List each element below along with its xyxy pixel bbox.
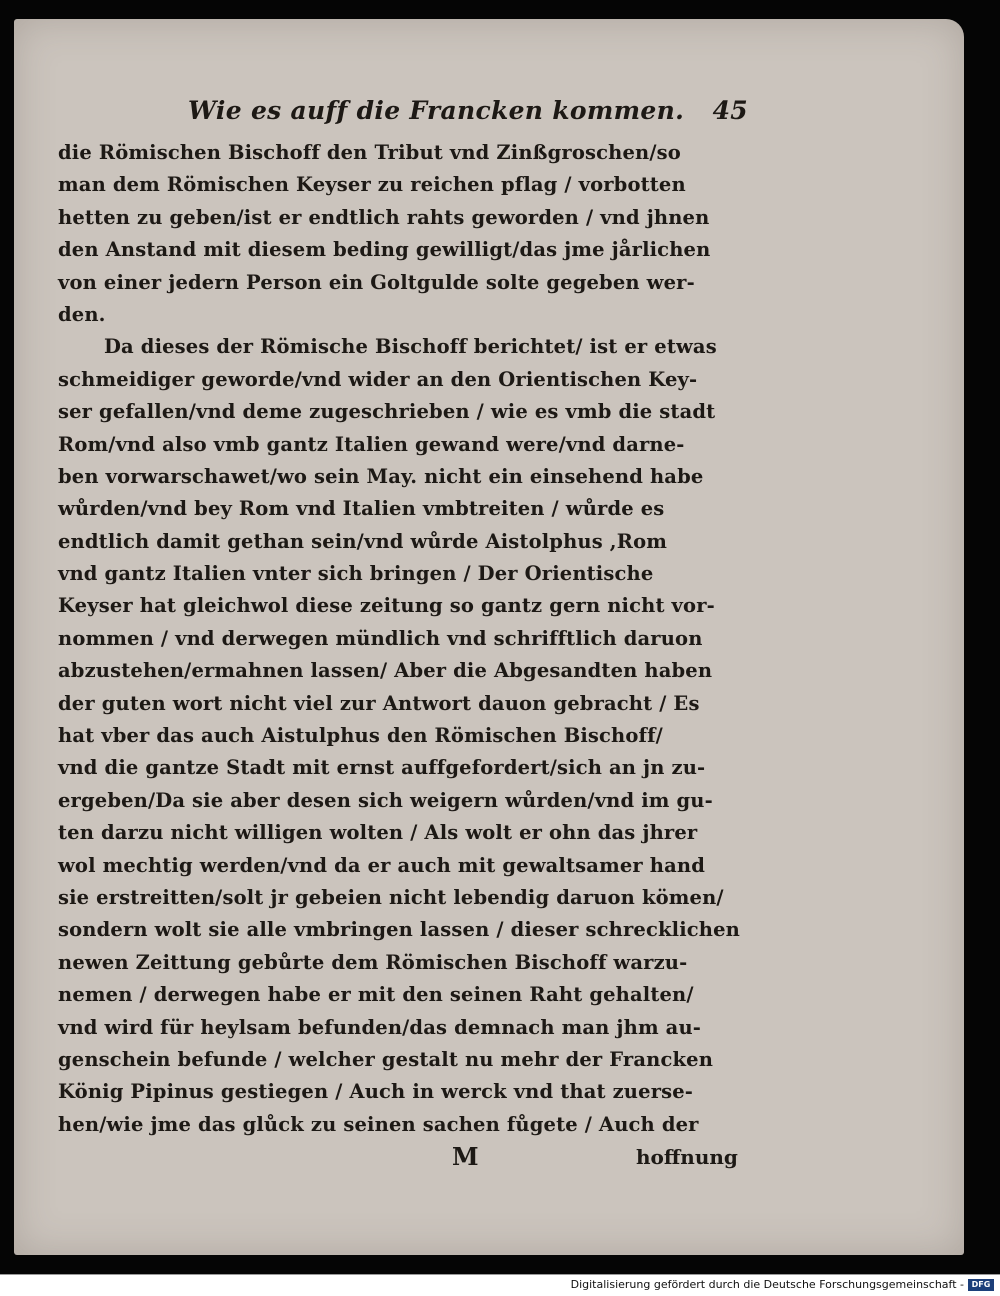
text-line: nommen / vnd derwegen mündlich vnd schrifftlich daruon bbox=[58, 626, 703, 650]
text-line: ergeben/Da sie aber desen sich weigern wůrden/vnd im gu- bbox=[58, 788, 713, 812]
text-line: vnd wird für heylsam befunden/das demnach man jhm au- bbox=[58, 1015, 702, 1039]
footer-bar bbox=[0, 1274, 1000, 1296]
text-line: der guten wort nicht viel zur Antwort dauon gebracht / Es bbox=[58, 691, 700, 715]
text-line: vnd die gantze Stadt mit ernst auffgefordert/sich an jn zu- bbox=[58, 756, 706, 780]
catchword: hoffnung bbox=[636, 1145, 738, 1169]
text-line: den Anstand mit diesem beding gewilligt/das jme jårlichen bbox=[58, 238, 711, 262]
text-line: schmeidiger geworde/vnd wider an den Orientischen Key- bbox=[58, 367, 698, 391]
text-line: ser gefallen/vnd deme zugeschrieben / wie es vmb die stadt bbox=[58, 400, 716, 424]
text-line: ben vorwarschawet/wo sein May. nicht ein einsehend habe bbox=[58, 464, 704, 488]
text-line: hetten zu geben/ist er endtlich rahts geworden / vnd jhnen bbox=[58, 205, 710, 229]
text-line: wol mechtig werden/vnd da er auch mit gewaltsamer hand bbox=[58, 853, 705, 877]
running-header bbox=[188, 96, 748, 136]
text-line: wůrden/vnd bey Rom vnd Italien vmbtreiten / wůrde es bbox=[58, 497, 665, 521]
text-line: nemen / derwegen habe er mit den seinen Raht gehalten/ bbox=[58, 983, 694, 1007]
text-line: König Pipinus gestiegen / Auch in werck vnd that zuerse- bbox=[58, 1080, 694, 1104]
page-body bbox=[58, 137, 758, 1177]
paragraph-start-line: Da dieses der Römische Bischoff berichtet/ ist er etwas bbox=[104, 335, 717, 359]
text-line: von einer jedern Person ein Goltgulde solte gegeben wer- bbox=[58, 270, 695, 294]
text-line: endtlich damit gethan sein/vnd wůrde Aistolphus ,Rom bbox=[58, 529, 668, 553]
text-line: sie erstreitten/solt jr gebeien nicht lebendig daruon kömen/ bbox=[58, 885, 724, 909]
text-line: abzustehen/ermahnen lassen/ Aber die Abgesandten haben bbox=[58, 659, 713, 683]
funding-note: Digitalisierung gefördert durch die Deutsche Forschungsgemeinschaft - bbox=[570, 1278, 964, 1291]
text-line: man dem Römischen Keyser zu reichen pflag / vorbotten bbox=[58, 173, 686, 197]
text-line: hat vber das auch Aistulphus den Römischen Bischoff/ bbox=[58, 724, 663, 748]
text-line: genschein befunde / welcher gestalt nu mehr der Francken bbox=[58, 1047, 714, 1071]
text-line: newen Zeittung gebůrte dem Römischen Bischoff warzu- bbox=[58, 950, 688, 974]
dfg-logo-icon: DFG bbox=[968, 1279, 994, 1291]
text-line: sondern wolt sie alle vmbringen lassen / dieser schrecklichen bbox=[58, 918, 741, 942]
page-number: 45 bbox=[712, 96, 748, 125]
text-line: vnd gantz Italien vnter sich bringen / Der Orientische bbox=[58, 562, 654, 586]
text-line: die Römischen Bischoff den Tribut vnd Zinßgroschen/so bbox=[58, 141, 681, 164]
text-line: Rom/vnd also vmb gantz Italien gewand were/vnd darne- bbox=[58, 432, 685, 456]
signature-mark: M bbox=[452, 1142, 479, 1171]
text-line: den. bbox=[58, 302, 106, 326]
text-line: Keyser hat gleichwol diese zeitung so gantz gern nicht vor- bbox=[58, 594, 715, 618]
text-line: hen/wie jme das glůck zu seinen sachen fůgete / Auch der bbox=[58, 1112, 699, 1136]
running-title: Wie es auff die Francken kommen. bbox=[188, 96, 685, 125]
text-line: ten darzu nicht willigen wolten / Als wolt er ohn das jhrer bbox=[58, 821, 698, 845]
